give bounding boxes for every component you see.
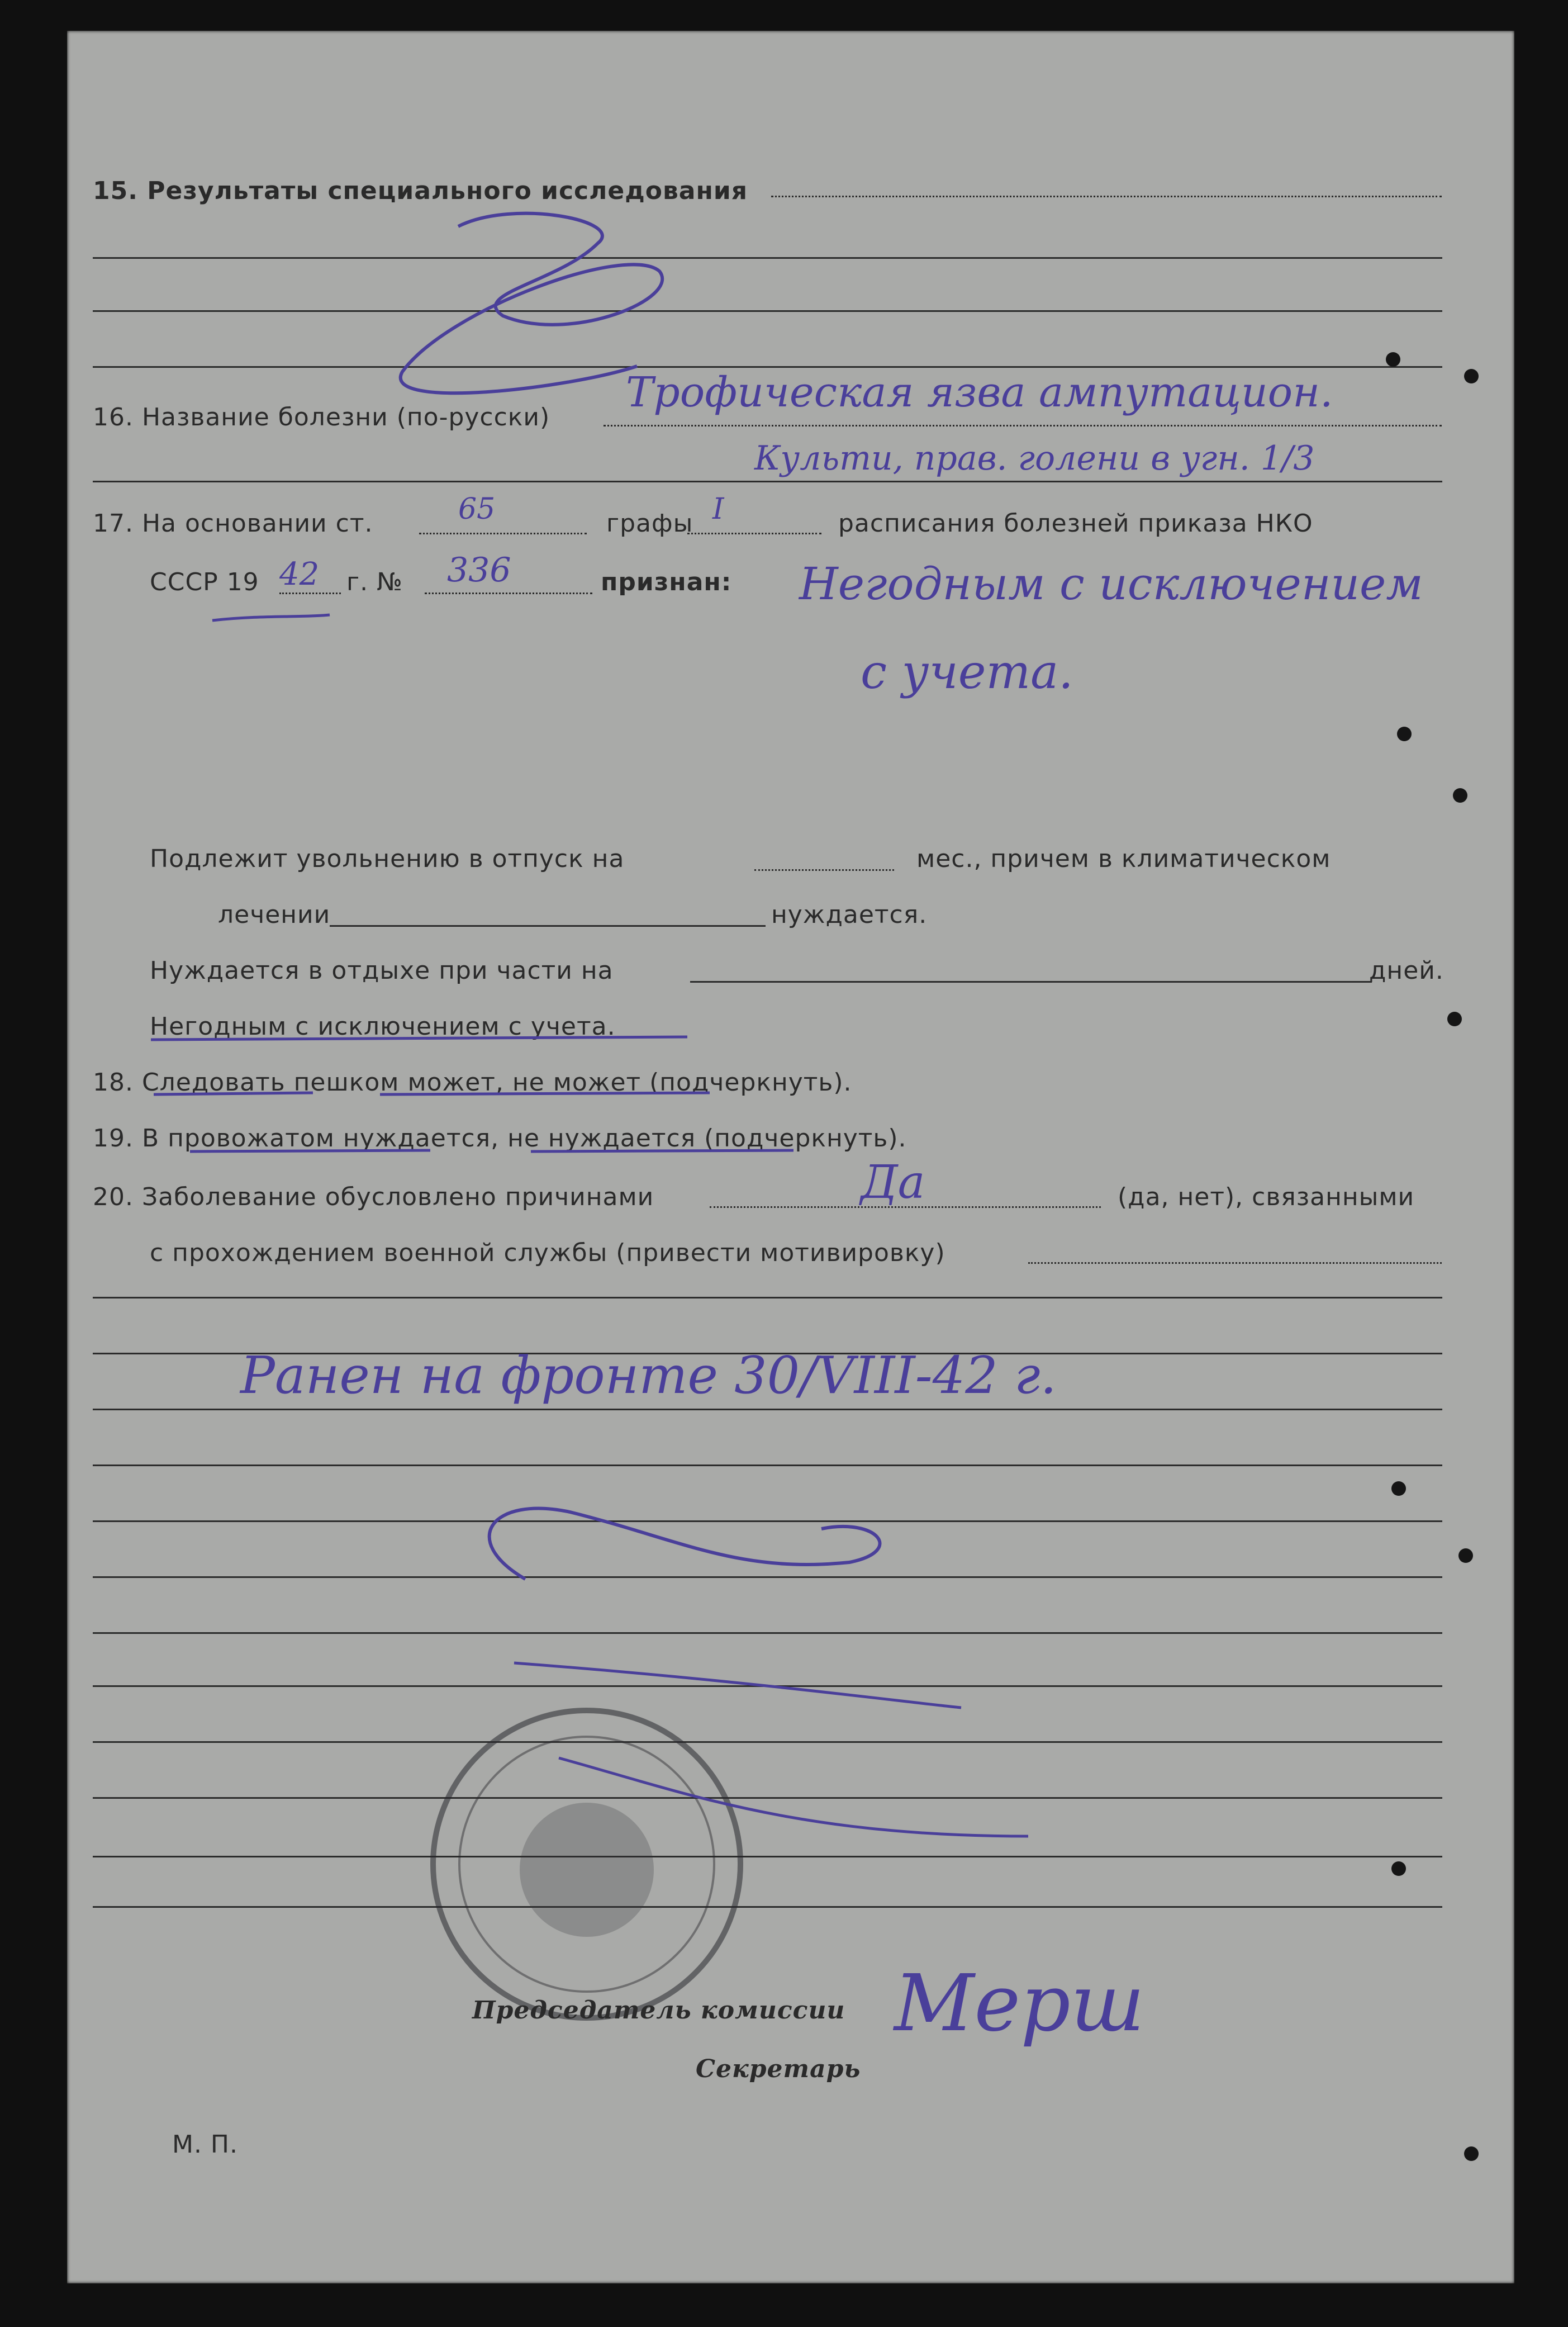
punch-hole: [1391, 1481, 1406, 1496]
treatment-label: лечении: [218, 901, 331, 929]
leave-label: Подлежит увольнению в отпуск на: [150, 845, 625, 873]
handwritten-motivation: Ранен на фронте 30/VIII-42 г.: [240, 1345, 1057, 1405]
rest-days-label: дней.: [1369, 956, 1444, 985]
underline-item-18: [154, 1093, 710, 1094]
handwritten-diagnosis-1: Трофическая язва ампутацион.: [626, 368, 1333, 416]
item-17-order-label: г. №: [346, 568, 403, 596]
unfit-label: Негодным с исключением с учета.: [150, 1012, 616, 1041]
ink-flourishes: [67, 31, 1514, 2283]
handwritten-article: 65: [458, 492, 496, 526]
underline-item-19: [190, 1150, 793, 1151]
handwritten-cause: Да: [861, 1156, 925, 1209]
chairman-label: Председатель комиссии: [472, 1996, 845, 2025]
handwritten-column: I: [712, 492, 724, 526]
underline-unfit: [151, 1037, 687, 1040]
leave-climate-label: мес., причем в климатическом: [916, 845, 1331, 873]
item-19-label: 19. В провожатом нуждается, не нуждается (подчеркнуть).: [93, 1124, 907, 1153]
punch-hole: [1447, 1012, 1462, 1026]
rest-label: Нуждается в отдыхе при части на: [150, 956, 614, 985]
item-17-label: 17. На основании ст.: [93, 509, 373, 538]
punch-hole: [1464, 2146, 1479, 2161]
item-16-label: 16. Название болезни (по-русски): [93, 403, 550, 432]
punch-hole: [1464, 369, 1479, 383]
item-20-label: 20. Заболевание обусловлено причинами: [93, 1183, 654, 1211]
punch-hole: [1453, 788, 1467, 803]
underline-recognized: [212, 615, 330, 620]
cross-out-flourish-bottom: [490, 1509, 880, 1579]
punch-hole: [1397, 727, 1412, 741]
handwritten-order-number: 336: [447, 551, 511, 590]
stamp-place-label: М. П.: [172, 2130, 239, 2159]
handwritten-verdict-1: Негодным с исключением: [799, 558, 1423, 610]
punch-hole: [1391, 1861, 1406, 1876]
cross-out-flourish-top: [401, 214, 662, 394]
punch-hole: [1386, 352, 1400, 367]
document-page: [67, 31, 1514, 2283]
handwritten-verdict-2: с учета.: [861, 644, 1073, 699]
handwritten-year: 42: [279, 556, 320, 593]
needs-label: нуждается.: [771, 901, 928, 929]
item-15-label: 15. Результаты специального исследования: [93, 177, 748, 205]
item-17-schedule-label: расписания болезней приказа НКО: [838, 509, 1313, 538]
item-17-year-label: СССР 19: [150, 568, 259, 596]
stray-ink-line: [514, 1663, 961, 1708]
item-20-related-label: (да, нет), связанными: [1118, 1183, 1415, 1211]
item-18-label: 18. Следовать пешком может, не может (подчеркнуть).: [93, 1068, 852, 1097]
stray-ink-line-2: [559, 1758, 1028, 1836]
secretary-label: Секретарь: [696, 2055, 861, 2083]
handwritten-diagnosis-2: Культи, прав. голени в угн. 1/3: [754, 439, 1315, 478]
punch-hole: [1458, 1548, 1473, 1563]
item-20-service-label: с прохождением военной службы (привести мотивировку): [150, 1239, 945, 1267]
signature: Мерш: [894, 1958, 1145, 2049]
item-17-recognized-label: признан:: [601, 568, 732, 596]
item-17-column-label: графы: [606, 509, 693, 538]
